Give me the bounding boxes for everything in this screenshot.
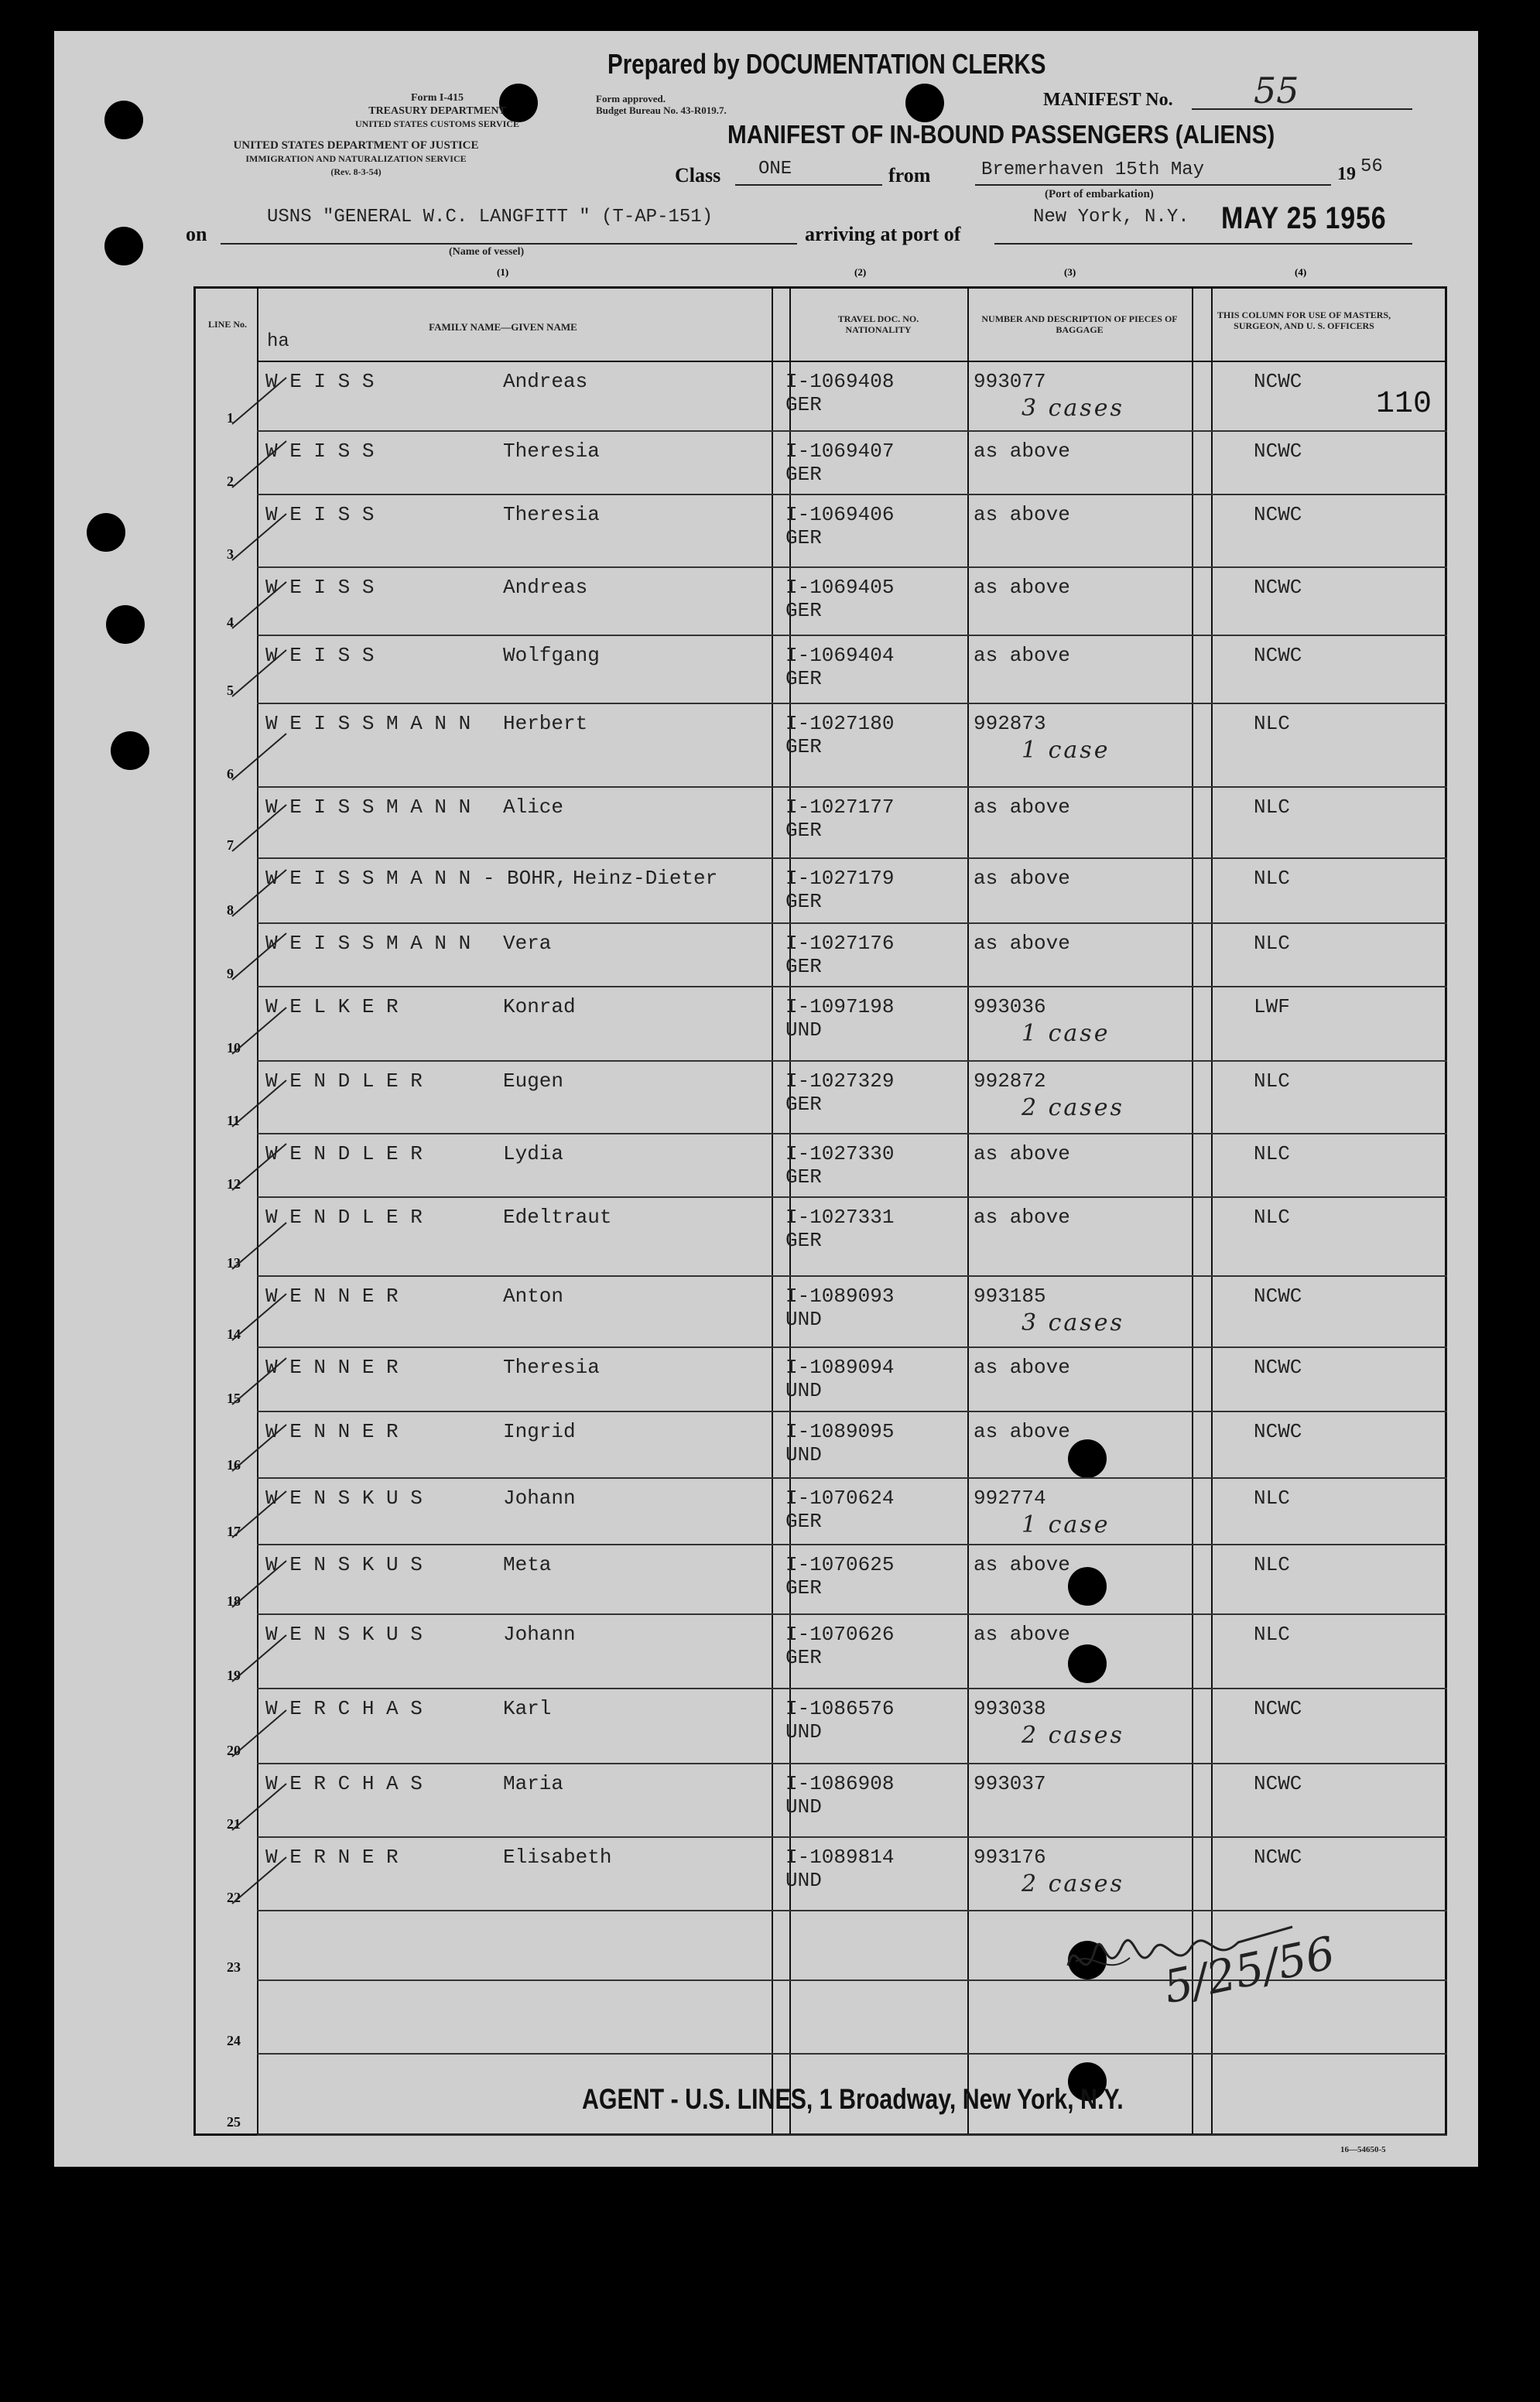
check-mark: [232, 1294, 286, 1340]
baggage-description: 2 cases: [1022, 1870, 1124, 1897]
row-divider: [257, 494, 1447, 495]
line-number: 15: [227, 1391, 241, 1406]
baggage-number: as above: [974, 796, 1070, 819]
check-mark: [232, 441, 286, 488]
officer-code: NLC: [1254, 1553, 1290, 1576]
baggage-number: as above: [974, 1623, 1070, 1646]
nationality: GER: [785, 890, 822, 913]
line-number: 23: [227, 1959, 241, 1975]
travel-doc-no: I-1086908: [785, 1772, 895, 1795]
line-number: 7: [227, 837, 234, 853]
row-divider: [257, 857, 1447, 859]
line-number: 22: [227, 1890, 241, 1905]
line-number: 5: [227, 683, 234, 698]
check-marks: [217, 371, 325, 1919]
line-number: 9: [227, 966, 234, 981]
col-number-1: (1): [497, 266, 509, 278]
travel-doc-no: I-1069404: [785, 644, 895, 667]
family-name: W E N S K U S: [265, 1487, 423, 1510]
nationality: GER: [785, 1165, 822, 1189]
signature-date: 5/25/56: [1158, 1926, 1340, 2014]
row-divider: [257, 1688, 1447, 1689]
travel-doc-no: I-1027179: [785, 867, 895, 890]
baggage-number: as above: [974, 932, 1070, 955]
nationality: GER: [785, 1093, 822, 1116]
officer-code: NCWC: [1254, 644, 1302, 667]
baggage-description: 1 case: [1022, 737, 1111, 764]
nationality: GER: [785, 393, 822, 416]
class-label: Class: [675, 164, 721, 186]
check-mark: [232, 514, 286, 560]
row-divider: [257, 635, 1447, 636]
column-divider: [772, 288, 773, 2134]
given-name: Johann: [503, 1487, 576, 1510]
agent-stamp: AGENT - U.S. LINES, 1 Broadway, New York, N.Y.: [582, 2083, 1124, 2115]
check-mark: [232, 870, 286, 916]
given-name: Anton: [503, 1285, 564, 1308]
line-number: 21: [227, 1816, 241, 1832]
baggage-description: 3 cases: [1022, 1309, 1124, 1336]
baggage-number: 993038: [974, 1697, 1046, 1720]
family-name: W E I S S M A N N: [265, 932, 471, 955]
check-mark: [232, 1080, 286, 1127]
travel-doc-no: I-1089093: [785, 1285, 895, 1308]
travel-doc-no: I-1027176: [785, 932, 895, 955]
baggage-number: 993036: [974, 995, 1046, 1018]
given-name: Elisabeth: [503, 1846, 612, 1869]
justice-block: [178, 139, 534, 179]
form-block: [321, 91, 553, 131]
check-mark: [232, 1223, 286, 1269]
nationality: GER: [785, 526, 822, 549]
travel-doc-no: I-1070624: [785, 1487, 895, 1510]
given-name: Lydia: [503, 1142, 564, 1165]
officer-code: NCWC: [1254, 1420, 1302, 1443]
nationality: GER: [785, 463, 822, 486]
line-number: 2: [227, 474, 234, 489]
baggage-number: as above: [974, 576, 1070, 599]
officer-code: NCWC: [1254, 576, 1302, 599]
row-divider: [257, 1836, 1447, 1838]
given-name: Alice: [503, 796, 564, 819]
baggage-number: 993077: [974, 370, 1046, 393]
nationality: UND: [785, 1379, 822, 1402]
col-number-3: (3): [1064, 266, 1076, 278]
baggage-number: as above: [974, 1142, 1070, 1165]
row-divider: [257, 2134, 1447, 2136]
check-mark: [232, 1491, 286, 1538]
row-divider: [257, 1346, 1447, 1348]
row-divider: [257, 1275, 1447, 1277]
manifest-no-line: [1192, 108, 1412, 110]
family-name: W E R C H A S: [265, 1772, 423, 1795]
year-value: 56: [1360, 156, 1383, 177]
row-divider: [257, 786, 1447, 788]
baggage-description: 2 cases: [1022, 1722, 1124, 1749]
officer-code: NLC: [1254, 1069, 1290, 1093]
check-mark: [232, 1358, 286, 1405]
officer-code: LWF: [1254, 995, 1290, 1018]
nationality: GER: [785, 955, 822, 978]
officer-code: NLC: [1254, 932, 1290, 955]
row-divider: [257, 1544, 1447, 1545]
officer-code: NLC: [1254, 1206, 1290, 1229]
check-mark: [232, 1425, 286, 1471]
row-divider: [257, 430, 1447, 432]
header-officers: THIS COLUMN FOR USE OF MASTERS, SURGEON, AND U. S. OFFICERS: [1217, 310, 1391, 331]
manifest-no-value: 55: [1254, 70, 1299, 111]
row-divider: [257, 1060, 1447, 1062]
baggage-number: as above: [974, 867, 1070, 890]
officer-code: NLC: [1254, 1487, 1290, 1510]
row-divider: [257, 1133, 1447, 1134]
nationality: GER: [785, 1576, 822, 1600]
officer-code: NCWC: [1254, 370, 1302, 393]
given-name: Theresia: [503, 1356, 600, 1379]
family-name: W E I S S M A N N: [265, 796, 471, 819]
family-name: W E R C H A S: [265, 1697, 423, 1720]
year-prefix: 19: [1337, 164, 1356, 184]
punch-hole: [111, 731, 149, 770]
line-number: 16: [227, 1457, 241, 1473]
header-line-no: LINE No.: [207, 319, 247, 330]
vessel-caption: (Name of vessel): [449, 246, 525, 258]
family-name: W E I S S: [265, 370, 375, 393]
check-mark: [232, 1008, 286, 1054]
check-mark: [232, 1561, 286, 1607]
officer-code: NLC: [1254, 867, 1290, 890]
manifest-title: MANIFEST OF IN-BOUND PASSENGERS (ALIENS): [727, 120, 1275, 149]
family-name: W E I S S M A N N - BOHR,: [265, 867, 568, 890]
arrival-date-stamp: MAY 25 1956: [1221, 201, 1387, 235]
check-mark: [232, 1857, 286, 1904]
arrival-port: New York, N.Y.: [1033, 207, 1189, 228]
row-divider: [257, 1763, 1447, 1764]
line-number: 1: [227, 410, 234, 426]
line-number: 17: [227, 1524, 241, 1539]
officer-code: NLC: [1254, 796, 1290, 819]
officer-code: NCWC: [1254, 1846, 1302, 1869]
nationality: GER: [785, 819, 822, 842]
travel-doc-no: I-1027177: [785, 796, 895, 819]
travel-doc-no: I-1069407: [785, 440, 895, 463]
baggage-description: 3 cases: [1022, 395, 1124, 422]
travel-doc-no: I-1069408: [785, 370, 895, 393]
line-number: 12: [227, 1176, 241, 1192]
row-divider: [257, 1613, 1447, 1615]
officer-code: NLC: [1254, 1142, 1290, 1165]
given-name: Wolfgang: [503, 644, 600, 667]
punch-hole: [106, 605, 145, 644]
form-number: Form I-415: [410, 92, 464, 104]
travel-doc-no: I-1027329: [785, 1069, 895, 1093]
class-line: [735, 184, 882, 186]
travel-doc-no: I-1069405: [785, 576, 895, 599]
department-treasury: TREASURY DEPARTMENT: [368, 105, 506, 117]
officer-code: NCWC: [1254, 1285, 1302, 1308]
arrival-line: [994, 243, 1412, 245]
check-mark: [232, 1144, 286, 1190]
family-name: W E I S S: [265, 644, 375, 667]
revision: (Rev. 8-3-54): [330, 166, 382, 177]
given-name: Karl: [503, 1697, 552, 1720]
nationality: GER: [785, 735, 822, 758]
approval-block: [596, 93, 727, 116]
nationality: UND: [785, 1795, 822, 1819]
row-divider: [257, 922, 1447, 924]
arriving-label: arriving at port of: [805, 223, 961, 245]
given-name: Edeltraut: [503, 1206, 612, 1229]
line-number: 3: [227, 546, 234, 562]
given-name: Konrad: [503, 995, 576, 1018]
row-divider: [257, 1196, 1447, 1198]
col-number-2: (2): [854, 266, 867, 278]
class-value: ONE: [758, 159, 792, 180]
check-mark: [232, 1635, 286, 1682]
nationality: GER: [785, 1646, 822, 1669]
form-code: 16—54650-5: [1340, 2145, 1386, 2154]
given-name: Herbert: [503, 712, 588, 735]
family-name: W E N D L E R: [265, 1206, 423, 1229]
nationality: UND: [785, 1308, 822, 1331]
given-name: Vera: [503, 932, 552, 955]
given-name: Andreas: [503, 370, 588, 393]
travel-doc-no: I-1027180: [785, 712, 895, 735]
family-name: W E R N E R: [265, 1846, 399, 1869]
travel-doc-no: I-1070625: [785, 1553, 895, 1576]
nationality: UND: [785, 1018, 822, 1042]
line-number: 13: [227, 1255, 241, 1271]
baggage-number: as above: [974, 1206, 1070, 1229]
baggage-number: 992872: [974, 1069, 1046, 1093]
family-name: W E N N E R: [265, 1420, 399, 1443]
family-name: W E I S S M A N N: [265, 712, 471, 735]
department-customs: UNITED STATES CUSTOMS SERVICE: [355, 118, 519, 129]
row-divider: [257, 566, 1447, 568]
family-name: W E N D L E R: [265, 1069, 423, 1093]
given-name: Johann: [503, 1623, 576, 1646]
nationality: UND: [785, 1869, 822, 1892]
travel-doc-no: I-1097198: [785, 995, 895, 1018]
baggage-description: 1 case: [1022, 1511, 1111, 1538]
line-number: 10: [227, 1040, 241, 1056]
line-number: 24: [227, 2033, 241, 2048]
travel-doc-no: I-1089814: [785, 1846, 895, 1869]
nationality: UND: [785, 1720, 822, 1743]
manifest-no-label: MANIFEST No.: [1043, 90, 1173, 110]
baggage-number: as above: [974, 503, 1070, 526]
line-number: 6: [227, 766, 234, 782]
baggage-number: 993176: [974, 1846, 1046, 1869]
on-label: on: [186, 223, 207, 245]
department-justice: UNITED STATES DEPARTMENT OF JUSTICE: [233, 139, 479, 152]
department-ins: IMMIGRATION AND NATURALIZATION SERVICE: [245, 153, 467, 164]
travel-doc-no: I-1089094: [785, 1356, 895, 1379]
nationality: GER: [785, 1229, 822, 1252]
line-number: 20: [227, 1743, 241, 1758]
family-name: W E N S K U S: [265, 1623, 423, 1646]
line-number: 25: [227, 2114, 241, 2130]
row-divider: [257, 1411, 1447, 1412]
punch-hole: [905, 84, 944, 122]
form-approved: Form approved.: [596, 93, 666, 104]
travel-doc-no: I-1027330: [785, 1142, 895, 1165]
line-number: 8: [227, 902, 234, 918]
row-divider: [257, 986, 1447, 987]
column-divider: [1211, 288, 1213, 2134]
baggage-description: 2 cases: [1022, 1094, 1124, 1121]
given-name: Andreas: [503, 576, 588, 599]
family-name: W E I S S: [265, 576, 375, 599]
given-name: Theresia: [503, 440, 600, 463]
header-baggage: NUMBER AND DESCRIPTION OF PIECES OF BAGGAGE: [981, 313, 1178, 335]
punch-hole: [104, 101, 143, 139]
check-mark: [232, 378, 286, 424]
vessel-name: USNS "GENERAL W.C. LANGFITT " (T-AP-151): [267, 207, 714, 228]
baggage-description: 1 case: [1022, 1020, 1111, 1047]
nationality: GER: [785, 1510, 822, 1533]
check-mark: [232, 1784, 286, 1830]
officer-code: NCWC: [1254, 1356, 1302, 1379]
margin-note: 110: [1376, 387, 1432, 422]
officer-code: NCWC: [1254, 1772, 1302, 1795]
header-rule: [257, 361, 1447, 362]
travel-doc-no: I-1027331: [785, 1206, 895, 1229]
check-mark: [232, 1710, 286, 1757]
officer-code: NCWC: [1254, 440, 1302, 463]
travel-doc-no: I-1086576: [785, 1697, 895, 1720]
family-name: W E I S S: [265, 503, 375, 526]
given-name: Meta: [503, 1553, 552, 1576]
given-name: Ingrid: [503, 1420, 576, 1443]
name-header-annotation: ha: [267, 331, 289, 352]
given-name: Heinz-Dieter: [573, 867, 718, 890]
travel-doc-no: I-1089095: [785, 1420, 895, 1443]
column-divider: [967, 288, 969, 2134]
from-line: [975, 184, 1331, 186]
line-number: 19: [227, 1668, 241, 1683]
vessel-line: [221, 243, 797, 245]
line-number: 14: [227, 1326, 241, 1342]
officer-code: NCWC: [1254, 1697, 1302, 1720]
nationality: GER: [785, 599, 822, 622]
check-mark: [232, 933, 286, 980]
officer-code: NLC: [1254, 1623, 1290, 1646]
family-name: W E N D L E R: [265, 1142, 423, 1165]
baggage-number: as above: [974, 440, 1070, 463]
travel-doc-no: I-1069406: [785, 503, 895, 526]
given-name: Theresia: [503, 503, 600, 526]
family-name: W E N N E R: [265, 1285, 399, 1308]
row-divider: [257, 1477, 1447, 1479]
from-label: from: [888, 164, 931, 186]
punch-hole: [87, 513, 125, 552]
line-number: 4: [227, 614, 234, 630]
row-divider: [257, 703, 1447, 704]
col-number-4: (4): [1295, 266, 1307, 278]
family-name: W E N N E R: [265, 1356, 399, 1379]
embarkation-caption: (Port of embarkation): [1045, 188, 1154, 200]
officer-code: NCWC: [1254, 503, 1302, 526]
check-mark: [232, 650, 286, 696]
baggage-number: as above: [974, 1356, 1070, 1379]
header-name: FAMILY NAME—GIVEN NAME: [429, 321, 577, 333]
line-number: 11: [227, 1113, 241, 1128]
baggage-number: 992873: [974, 712, 1046, 735]
given-name: Maria: [503, 1772, 564, 1795]
baggage-number: 993185: [974, 1285, 1046, 1308]
nationality: UND: [785, 1443, 822, 1466]
officer-code: NLC: [1254, 712, 1290, 735]
budget-bureau: Budget Bureau No. 43-R019.7.: [596, 104, 727, 116]
baggage-number: as above: [974, 1553, 1070, 1576]
family-name: W E L K E R: [265, 995, 399, 1018]
header-travel-doc: TRAVEL DOC. NO. NATIONALITY: [837, 313, 919, 335]
baggage-number: 993037: [974, 1772, 1046, 1795]
check-mark: [232, 805, 286, 851]
check-mark: [232, 582, 286, 628]
port-of-embarkation: Bremerhaven 15th May: [981, 159, 1205, 180]
column-divider: [1192, 288, 1193, 2134]
punch-hole: [104, 227, 143, 265]
baggage-number: as above: [974, 1420, 1070, 1443]
family-name: W E N S K U S: [265, 1553, 423, 1576]
given-name: Eugen: [503, 1069, 564, 1093]
travel-doc-no: I-1070626: [785, 1623, 895, 1646]
prepared-by-stamp: Prepared by DOCUMENTATION CLERKS: [607, 48, 1046, 80]
nationality: GER: [785, 667, 822, 690]
baggage-number: 992774: [974, 1487, 1046, 1510]
check-mark: [232, 734, 286, 780]
family-name: W E I S S: [265, 440, 375, 463]
baggage-number: as above: [974, 644, 1070, 667]
line-number: 18: [227, 1593, 241, 1609]
